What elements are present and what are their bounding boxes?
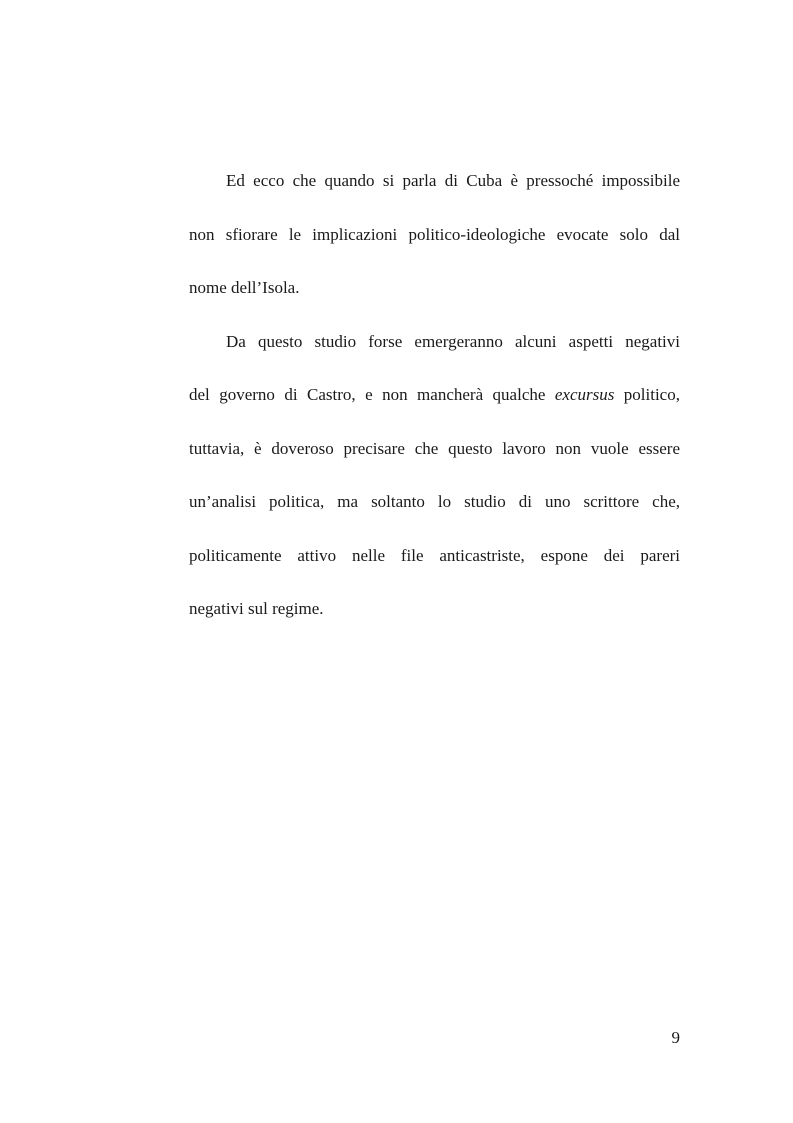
paragraph-1: [189, 168, 680, 301]
text-line: politicamente attivo nelle file anticastriste, espone dei pareri: [189, 545, 680, 565]
text-line-with-italic: [189, 382, 680, 408]
text-line: Da questo studio forse emergeranno alcuni aspetti negativi: [226, 331, 680, 351]
text-segment: del governo di Castro, e non mancherà qualche: [189, 385, 555, 404]
text-line: nome dell’Isola.: [189, 278, 300, 297]
text-line: tuttavia, è doveroso precisare che questo lavoro non vuole essere: [189, 438, 680, 458]
body-text: [189, 168, 680, 650]
paragraph-2: [189, 329, 680, 623]
page-number: 9: [671, 1028, 680, 1047]
text-line: Ed ecco che quando si parla di Cuba è pressoché impossibile: [226, 171, 680, 190]
text-segment: politico,: [614, 385, 680, 404]
text-line: non sfiorare le implicazioni politico-ideologiche evocate solo dal: [189, 224, 680, 244]
text-line: negativi sul regime.: [189, 599, 324, 618]
text-line: un’analisi politica, ma soltanto lo studio di uno scrittore che,: [189, 492, 680, 511]
italic-term: excursus: [554, 385, 615, 404]
